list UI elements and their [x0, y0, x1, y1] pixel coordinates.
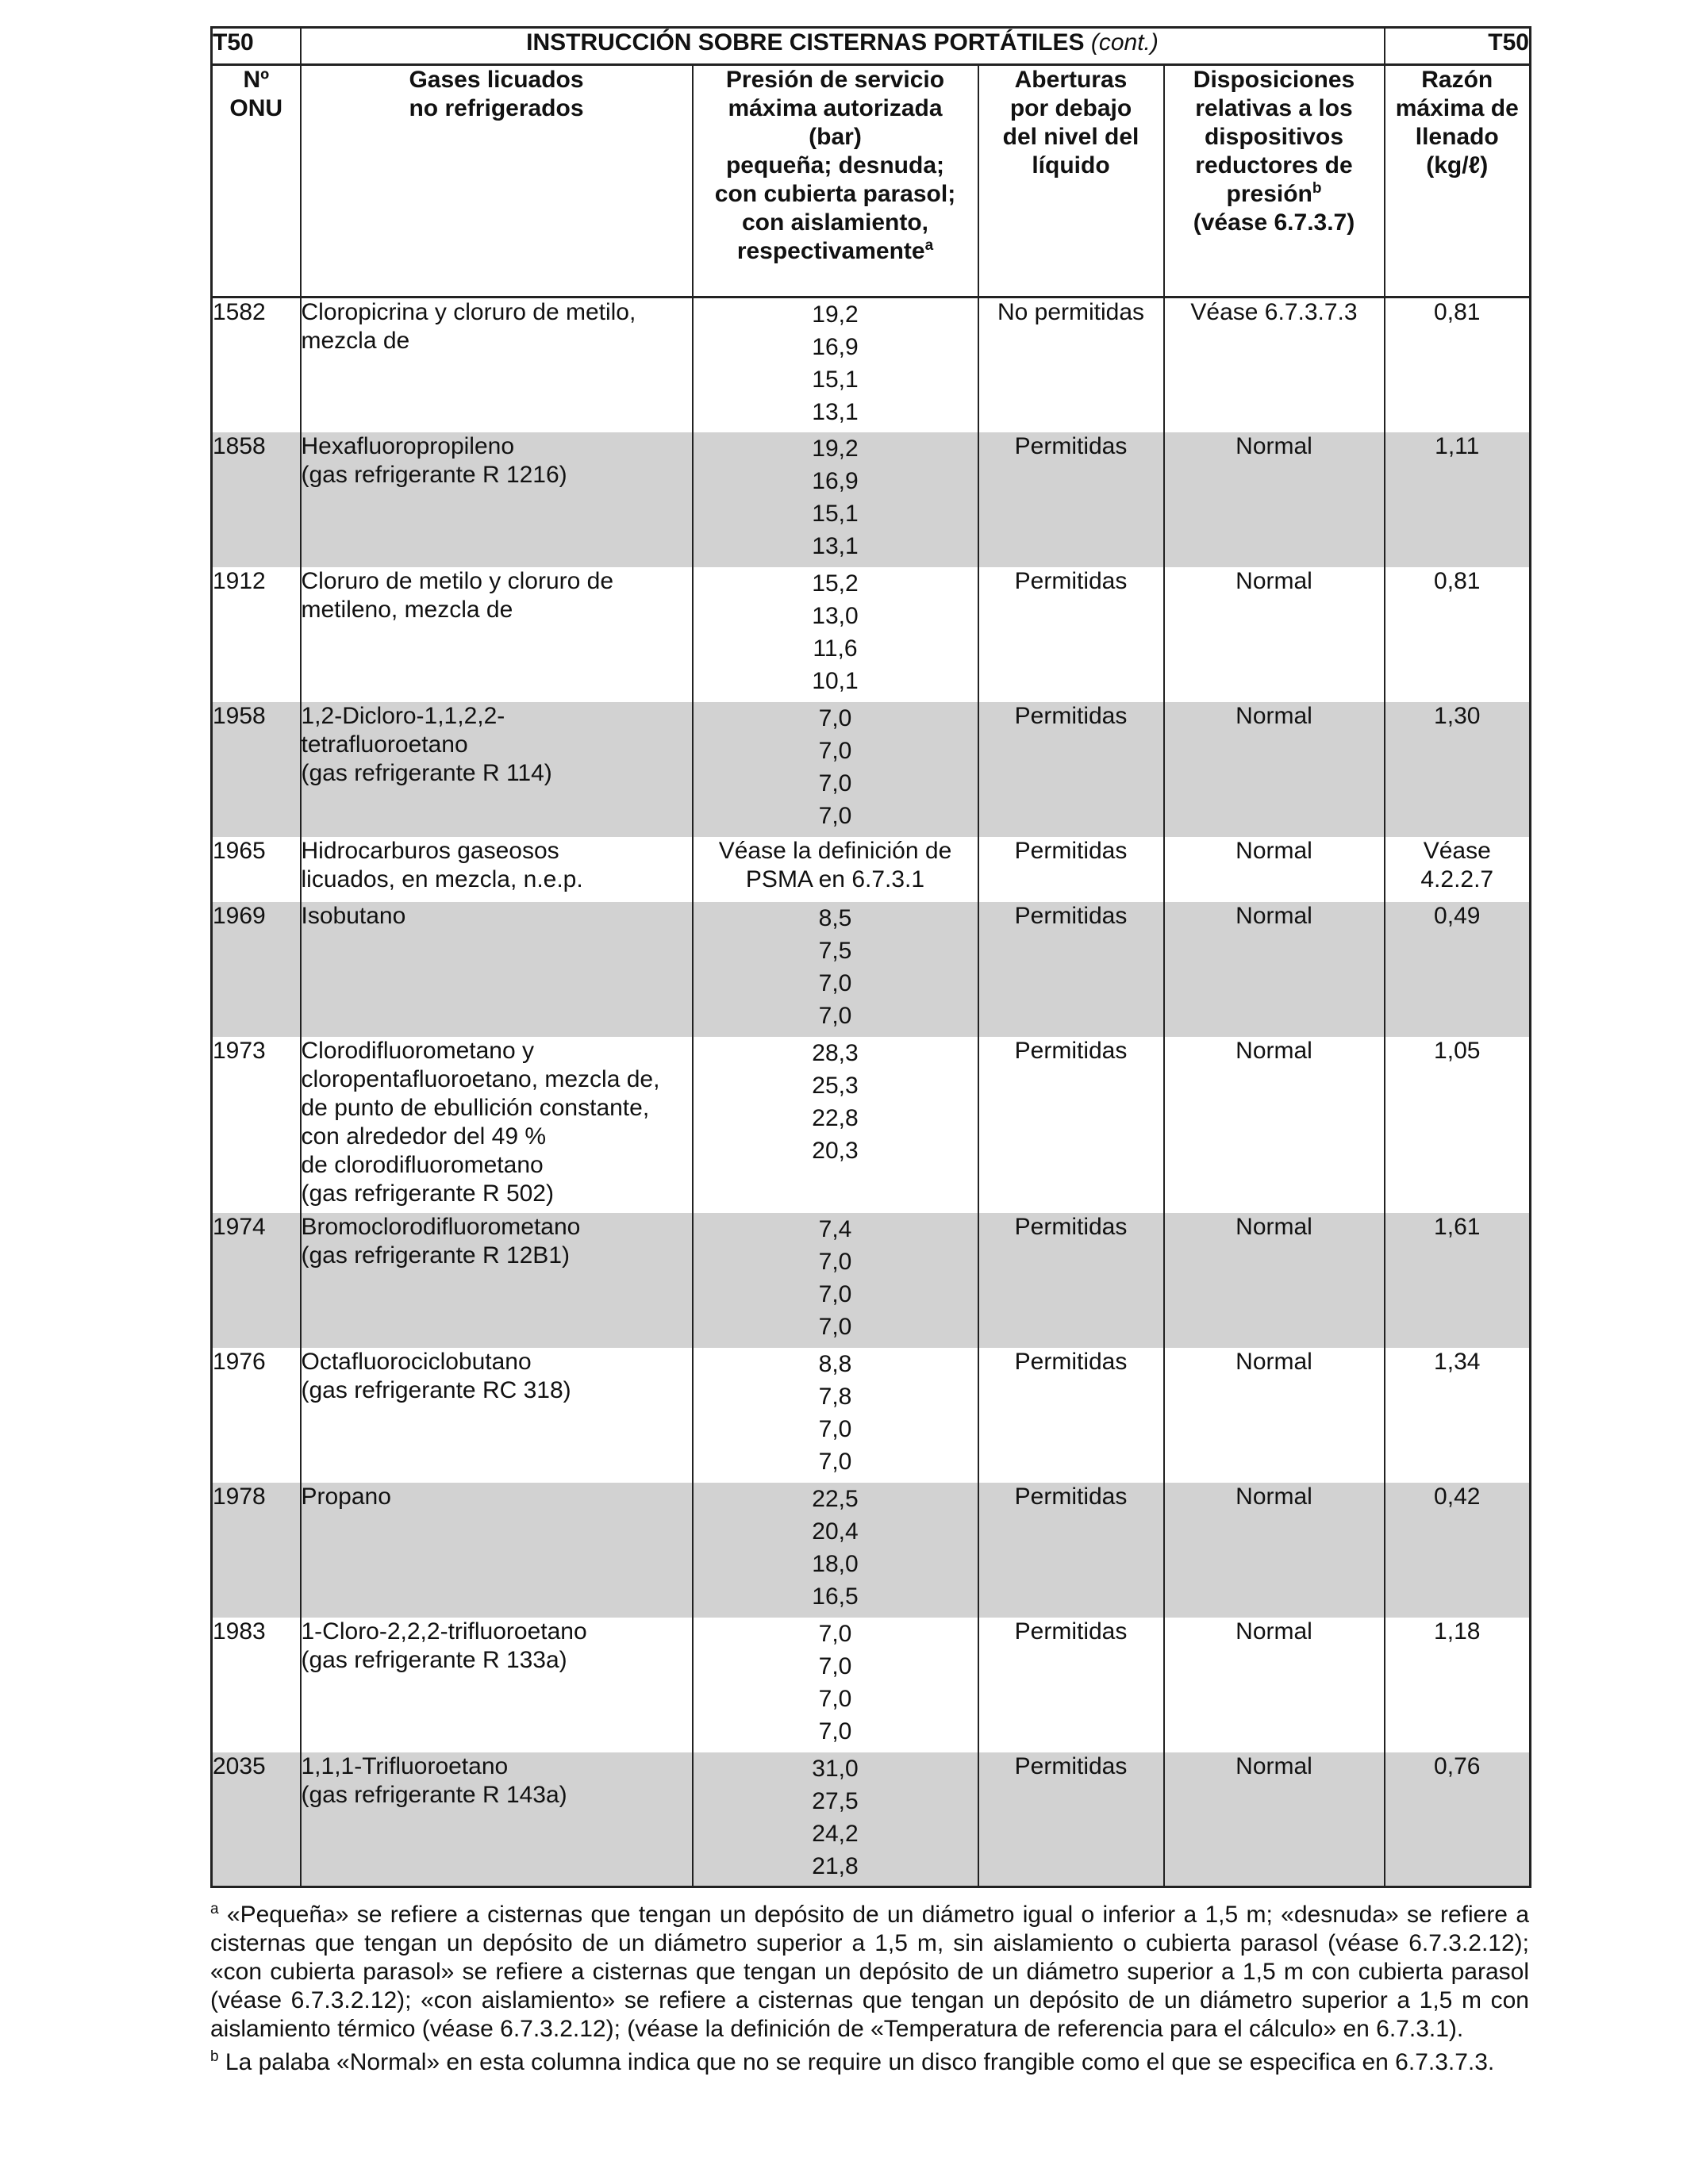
pressure-values: [693, 432, 978, 567]
pressure-sunshield: 7,0: [818, 1685, 852, 1712]
pressure-small: 22,5: [812, 1485, 859, 1512]
pressure-sunshield: 22,8: [812, 1104, 859, 1131]
table-row: [212, 432, 1531, 567]
un-number: 1958: [212, 702, 301, 837]
footnote-a-mark: a: [210, 1901, 219, 1917]
table-row: [212, 837, 1531, 902]
gas-name: Octafluorociclobutano (gas refrigerante RC 318): [301, 1348, 693, 1483]
bottom-openings: Permitidas: [978, 702, 1164, 837]
pressure-insulated: 7,0: [818, 1718, 852, 1745]
bottom-openings: Permitidas: [978, 902, 1164, 1037]
pressure-insulated: 21,8: [812, 1852, 859, 1879]
pressure-insulated: 20,3: [812, 1137, 859, 1164]
filling-ratio: 1,05: [1385, 1037, 1531, 1213]
title-row: [212, 28, 1531, 65]
footnote-b: [210, 2048, 1529, 2077]
pressure-sunshield: 7,0: [818, 1280, 852, 1307]
header-row: [212, 65, 1531, 297]
pressure-insulated: 13,1: [812, 532, 859, 559]
un-number: 1976: [212, 1348, 301, 1483]
pressure-bare: 7,0: [818, 1248, 852, 1275]
gas-name: Clorodifluorometano y cloropentafluoroetano, mezcla de, de punto de ebullición constante, con alrededor del 49 % de clorodifluorometano (gas refrigerante R 502): [301, 1037, 693, 1213]
pressure-sunshield: 7,0: [818, 1415, 852, 1442]
pressure-values: [693, 702, 978, 837]
document-page: [210, 26, 1529, 2082]
filling-ratio: 1,34: [1385, 1348, 1531, 1483]
pressure-values: [693, 567, 978, 702]
pressure-relief: Normal: [1164, 702, 1385, 837]
gas-name: 1,1,1-Trifluoroetano (gas refrigerante R 143a): [301, 1752, 693, 1887]
filling-ratio: Véase 4.2.2.7: [1385, 837, 1531, 902]
table-row: [212, 1618, 1531, 1752]
pressure-insulated: 7,0: [818, 1313, 852, 1340]
table-row: [212, 1348, 1531, 1483]
pressure-insulated: 7,0: [818, 1448, 852, 1475]
pressure-small: 8,8: [818, 1350, 852, 1377]
pressure-insulated: 7,0: [818, 1002, 852, 1029]
instruction-code-left: T50: [212, 28, 301, 65]
bottom-openings: Permitidas: [978, 1752, 1164, 1887]
instruction-code-right: T50: [1385, 28, 1531, 65]
header-no-onu: Nº ONU: [212, 65, 301, 297]
pressure-bare: 13,0: [812, 602, 859, 629]
pressure-values: [693, 1752, 978, 1887]
table-row: [212, 1752, 1531, 1887]
header-disposiciones-text: Disposiciones relativas a los dispositivos reductores de presión: [1193, 67, 1355, 207]
pressure-relief: Normal: [1164, 432, 1385, 567]
table-row: [212, 567, 1531, 702]
pressure-relief: Normal: [1164, 837, 1385, 902]
pressure-relief: Normal: [1164, 567, 1385, 702]
bottom-openings: Permitidas: [978, 1483, 1164, 1618]
table-row: [212, 1213, 1531, 1348]
un-number: 1969: [212, 902, 301, 1037]
pressure-small: 7,4: [818, 1215, 852, 1242]
pressure-insulated: 10,1: [812, 667, 859, 694]
bottom-openings: Permitidas: [978, 1348, 1164, 1483]
pressure-values: [693, 1618, 978, 1752]
pressure-relief: Normal: [1164, 902, 1385, 1037]
gas-name: Propano: [301, 1483, 693, 1618]
pressure-bare: 7,0: [818, 737, 852, 764]
footnote-ref-b: b: [1312, 180, 1322, 197]
gas-name: Cloruro de metilo y cloruro de metileno, mezcla de: [301, 567, 693, 702]
pressure-relief: Normal: [1164, 1618, 1385, 1752]
filling-ratio: 0,81: [1385, 297, 1531, 432]
pressure-values: [693, 297, 978, 432]
pressure-insulated: 13,1: [812, 399, 859, 425]
gas-name: Bromoclorodifluorometano (gas refrigerante R 12B1): [301, 1213, 693, 1348]
gas-name: Hexafluoropropileno (gas refrigerante R 1216): [301, 432, 693, 567]
bottom-openings: Permitidas: [978, 1037, 1164, 1213]
pressure-small: 8,5: [818, 904, 852, 931]
pressure-relief: Normal: [1164, 1483, 1385, 1618]
gas-name: Hidrocarburos gaseosos licuados, en mezcla, n.e.p.: [301, 837, 693, 902]
filling-ratio: 1,61: [1385, 1213, 1531, 1348]
filling-ratio: 1,30: [1385, 702, 1531, 837]
pressure-values: [693, 837, 978, 902]
pressure-bare: 25,3: [812, 1072, 859, 1099]
table-row: [212, 297, 1531, 432]
pressure-small: 19,2: [812, 435, 859, 462]
pressure-sunshield: 11,6: [813, 635, 858, 662]
pressure-bare: 7,8: [818, 1383, 852, 1410]
header-aberturas: Aberturas por debajo del nivel del líquido: [978, 65, 1164, 297]
pressure-small: 15,2: [812, 570, 859, 597]
pressure-relief: Normal: [1164, 1348, 1385, 1483]
footnote-a: [210, 1901, 1529, 2044]
gas-name: Cloropicrina y cloruro de metilo, mezcla de: [301, 297, 693, 432]
pressure-bare: 16,9: [812, 467, 859, 494]
filling-ratio: 1,18: [1385, 1618, 1531, 1752]
filling-ratio: 1,11: [1385, 432, 1531, 567]
pressure-relief: Véase 6.7.3.7.3: [1164, 297, 1385, 432]
filling-ratio: 0,49: [1385, 902, 1531, 1037]
pressure-definition: Véase la definición de PSMA en 6.7.3.1: [718, 837, 952, 892]
footnote-a-text: «Pequeña» se refiere a cisternas que tengan un depósito de un diámetro igual o inferior a 1,5 m; «desnuda» se refiere a cisternas que tengan un depósito de un diámetro superior a 1,5 m, sin aislamiento o cubierta parasol (véase 6.7.3.2.12); «con cubierta parasol» se refiere a cisternas que tengan un depósito de un diámetro superior a 1,5 m con cubierta parasol (véase 6.7.3.2.12); «con aislamiento» se refiere a cisternas que tengan un depósito de un diámetro superior a 1,5 m con aislamiento térmico (véase 6.7.3.2.12); (véase la definición de «Temperatura de referencia para el cálculo» en 6.7.3.1).: [210, 1902, 1529, 2042]
gas-name: 1-Cloro-2,2,2-trifluoroetano (gas refrigerante R 133a): [301, 1618, 693, 1752]
header-disposiciones-ref: (véase 6.7.3.7): [1193, 209, 1355, 236]
bottom-openings: Permitidas: [978, 1213, 1164, 1348]
pressure-relief: Normal: [1164, 1213, 1385, 1348]
gas-name: Isobutano: [301, 902, 693, 1037]
footnote-b-text: La palaba «Normal» en esta columna indica que no se require un disco frangible como el que se especifica en 6.7.3.7.3.: [225, 2049, 1495, 2075]
un-number: 1582: [212, 297, 301, 432]
bottom-openings: No permitidas: [978, 297, 1164, 432]
pressure-sunshield: 7,0: [818, 770, 852, 796]
bottom-openings: Permitidas: [978, 1618, 1164, 1752]
filling-ratio: 0,76: [1385, 1752, 1531, 1887]
pressure-relief: Normal: [1164, 1037, 1385, 1213]
filling-ratio: 0,81: [1385, 567, 1531, 702]
un-number: 1912: [212, 567, 301, 702]
un-number: 1974: [212, 1213, 301, 1348]
un-number: 1973: [212, 1037, 301, 1213]
filling-ratio: 0,42: [1385, 1483, 1531, 1618]
footnotes: [210, 1901, 1529, 2077]
pressure-values: [693, 1483, 978, 1618]
table-row: [212, 1037, 1531, 1213]
pressure-values: [693, 1213, 978, 1348]
pressure-small: 19,2: [812, 301, 859, 328]
bottom-openings: Permitidas: [978, 567, 1164, 702]
bottom-openings: Permitidas: [978, 837, 1164, 902]
header-presion: [693, 65, 978, 297]
un-number: 1983: [212, 1618, 301, 1752]
pressure-sunshield: 7,0: [818, 969, 852, 996]
gas-name: 1,2-Dicloro-1,1,2,2- tetrafluoroetano (gas refrigerante R 114): [301, 702, 693, 837]
pressure-values: [693, 1348, 978, 1483]
pressure-values: [693, 1037, 978, 1213]
pressure-bare: 27,5: [812, 1787, 859, 1814]
footnote-b-mark: b: [210, 2048, 219, 2065]
header-razon: Razón máxima de llenado (kg/ℓ): [1385, 65, 1531, 297]
un-number: 1965: [212, 837, 301, 902]
table-row: [212, 902, 1531, 1037]
portable-tank-instruction-table: [210, 26, 1531, 1888]
pressure-sunshield: 15,1: [812, 367, 859, 393]
un-number: 2035: [212, 1752, 301, 1887]
header-gases: Gases licuados no refrigerados: [301, 65, 693, 297]
un-number: 1858: [212, 432, 301, 567]
table-row: [212, 1483, 1531, 1618]
pressure-sunshield: 15,1: [812, 500, 859, 527]
table-title-text: INSTRUCCIÓN SOBRE CISTERNAS PORTÁTILES: [526, 29, 1085, 56]
pressure-bare: 20,4: [812, 1518, 859, 1545]
table-row: [212, 702, 1531, 837]
pressure-bare: 7,0: [818, 1652, 852, 1679]
pressure-small: 7,0: [818, 1620, 852, 1647]
pressure-small: 7,0: [818, 704, 852, 731]
pressure-bare: 16,9: [812, 334, 859, 360]
pressure-insulated: 7,0: [818, 802, 852, 829]
header-presion-text: Presión de servicio máxima autorizada (bar) pequeña; desnuda; con cubierta parasol; con aislamiento, respectivamente: [714, 67, 956, 264]
table-title-cont: (cont.): [1090, 29, 1159, 56]
bottom-openings: Permitidas: [978, 432, 1164, 567]
un-number: 1978: [212, 1483, 301, 1618]
pressure-sunshield: 18,0: [812, 1550, 859, 1577]
footnote-ref-a: a: [924, 237, 934, 254]
pressure-bare: 7,5: [818, 937, 852, 964]
pressure-small: 31,0: [812, 1755, 859, 1782]
pressure-relief: Normal: [1164, 1752, 1385, 1887]
pressure-small: 28,3: [812, 1039, 859, 1066]
pressure-values: [693, 902, 978, 1037]
pressure-sunshield: 24,2: [812, 1820, 859, 1847]
header-disposiciones: [1164, 65, 1385, 297]
pressure-insulated: 16,5: [812, 1583, 859, 1610]
table-title: [301, 28, 1385, 65]
